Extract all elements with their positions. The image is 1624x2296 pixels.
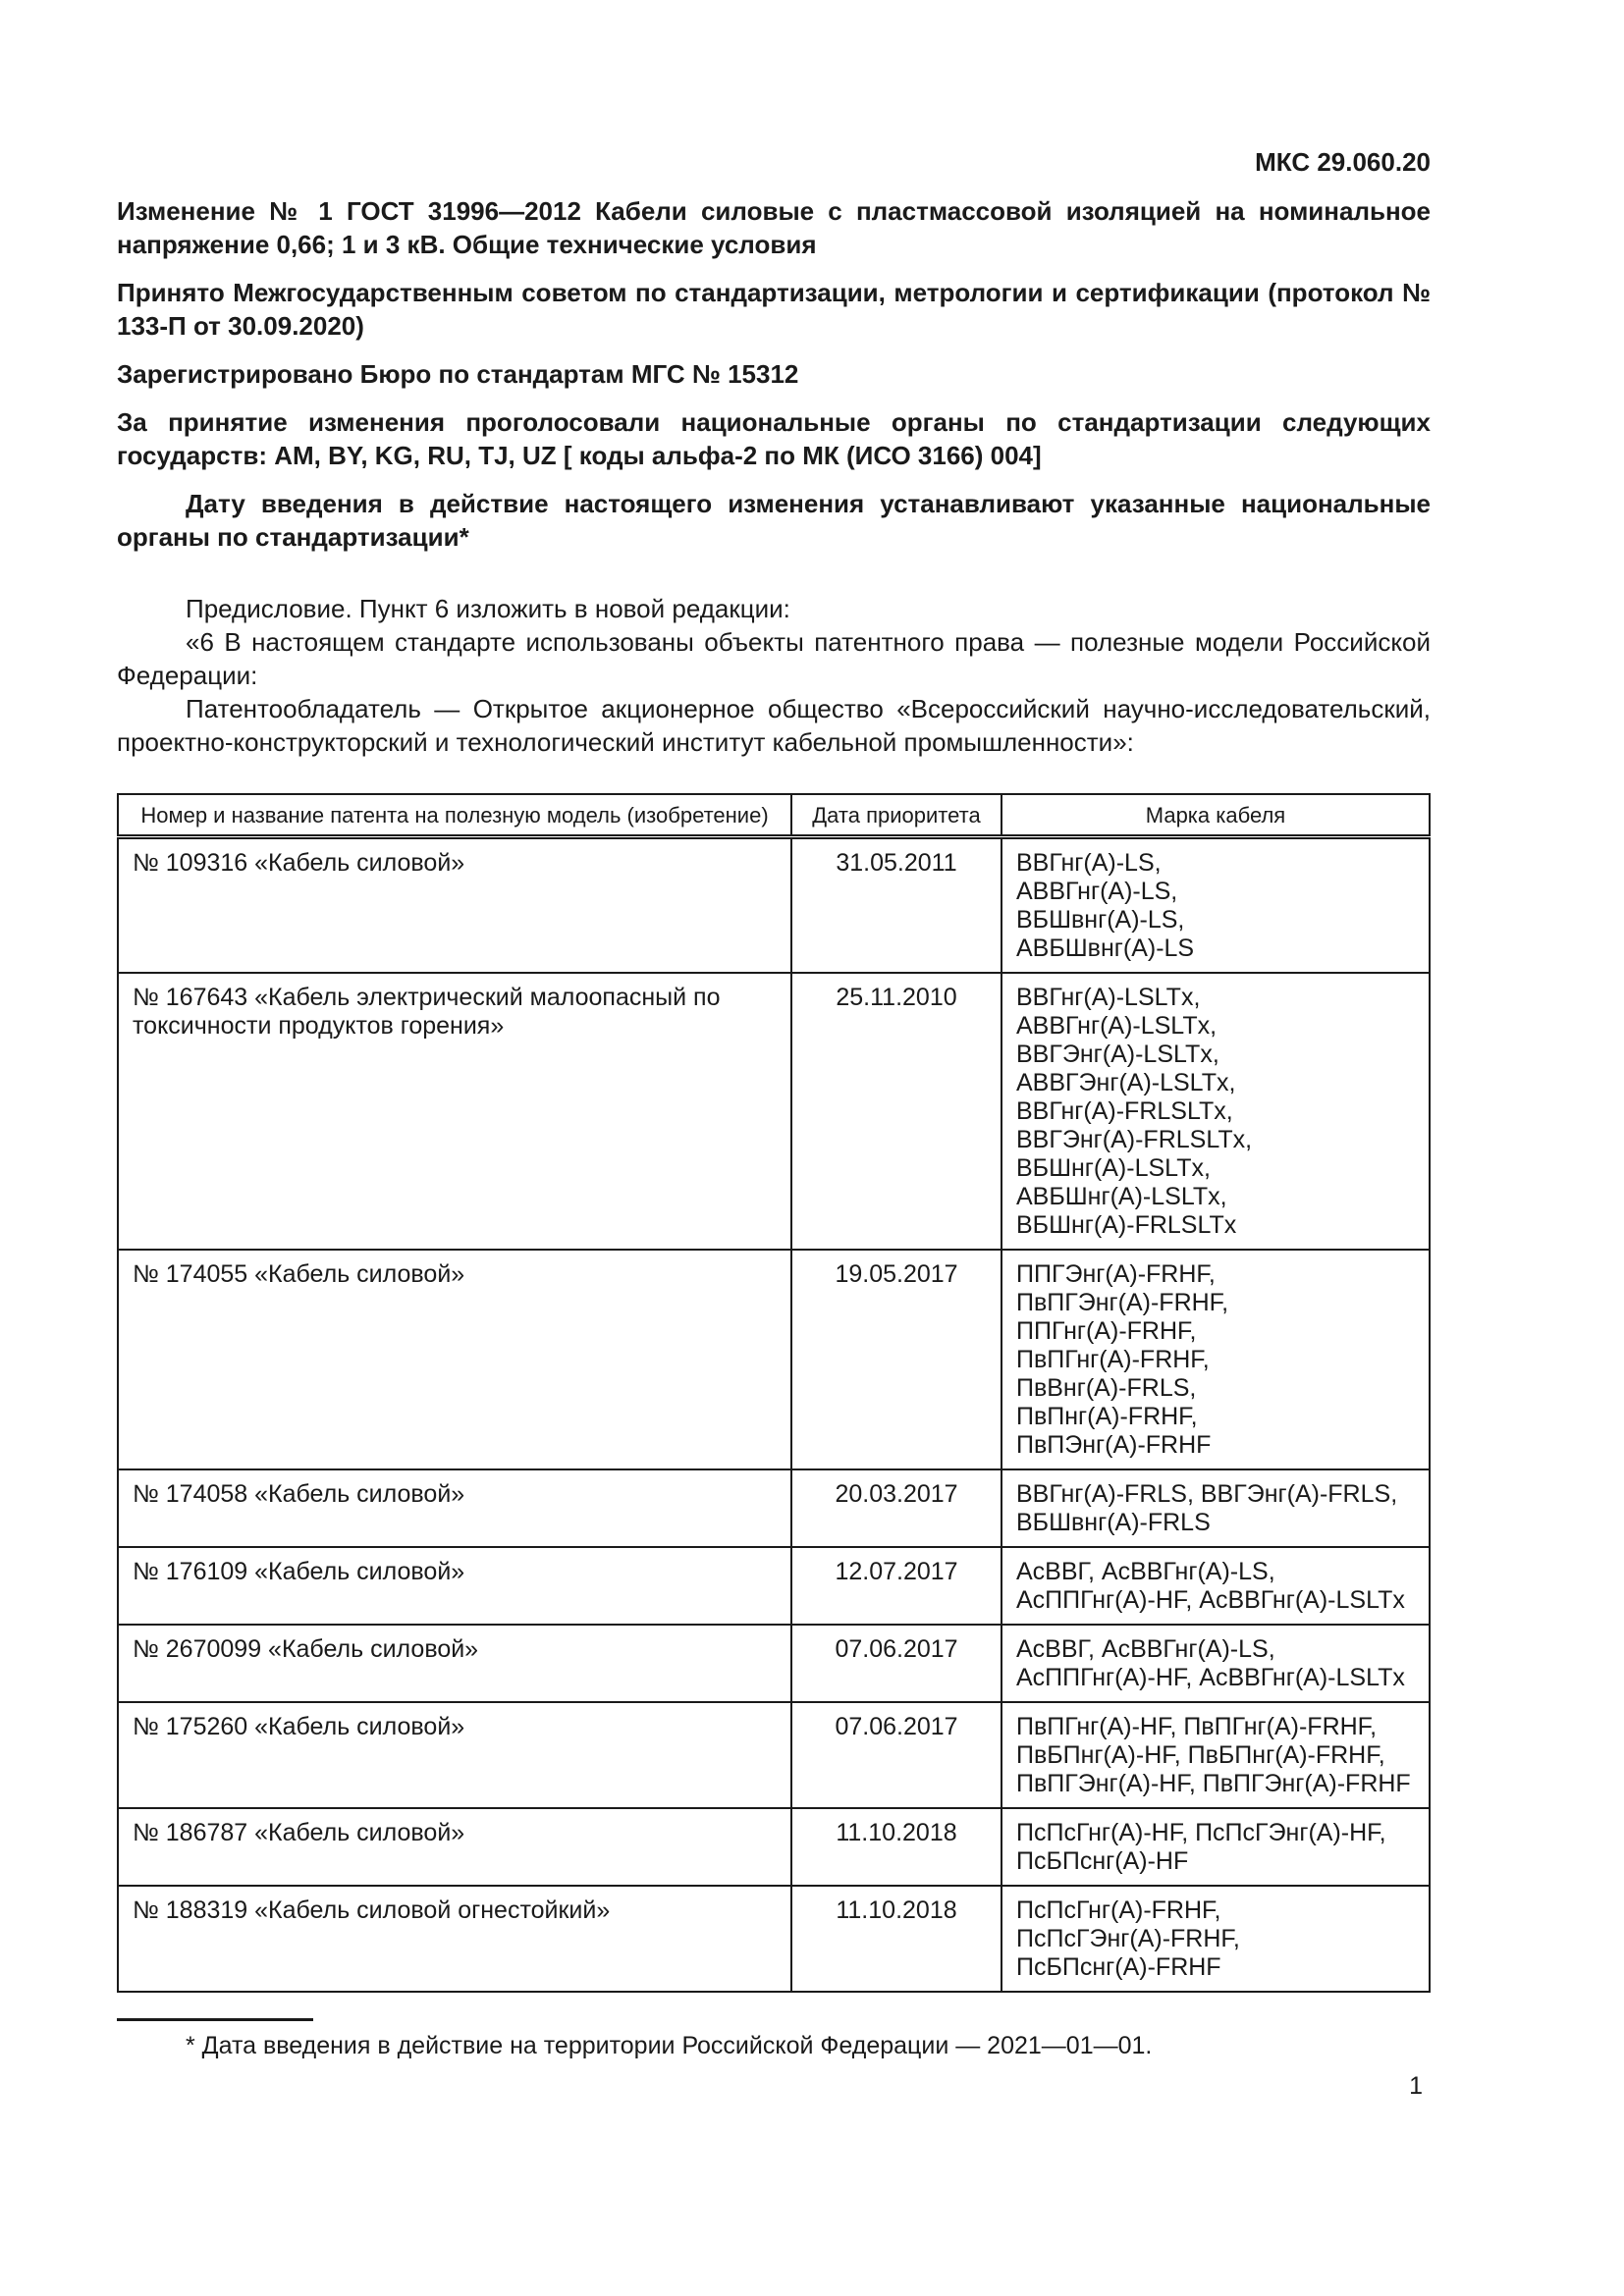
cable-mark-cell	[1001, 1702, 1430, 1808]
priority-date-cell: 07.06.2017	[791, 1702, 1001, 1808]
patent-holder-paragraph: Патентообладатель — Открытое акционерное общество «Всероссийский научно-исследовательский, проектно-конструкторский и технологический институт кабельной промышленности»:	[117, 694, 1431, 757]
cable-mark: АсВВГ, АсВВГнг(A)-LS,	[1016, 1635, 1275, 1663]
cable-mark-cell	[1001, 837, 1430, 974]
cable-mark: ВБШнг(A)-LSLTx,	[1016, 1154, 1211, 1182]
cable-mark: ПсПсГнг(A)-HF, ПсПсГЭнг(A)-HF,	[1016, 1819, 1386, 1846]
table-header-row	[118, 794, 1430, 837]
priority-date-cell: 07.06.2017	[791, 1625, 1001, 1702]
cable-mark: ВБШнг(A)-FRLSLTx	[1016, 1211, 1237, 1239]
priority-date-cell: 11.10.2018	[791, 1886, 1001, 1992]
cable-mark: АВБШвнг(A)-LS	[1016, 934, 1195, 962]
cable-mark-cell	[1001, 1469, 1430, 1547]
patent-cell: № 176109 «Кабель силовой»	[118, 1547, 791, 1625]
cable-mark: ВВГнг(A)-LSLTx,	[1016, 984, 1201, 1011]
header-cable-mark: Марка кабеля	[1001, 794, 1430, 837]
preface-paragraph: Предисловие. Пункт 6 изложить в новой редакции:	[186, 594, 790, 623]
cable-mark: ПвБПнг(A)-HF, ПвБПнг(A)-FRHF,	[1016, 1741, 1385, 1769]
patent-cell: № 175260 «Кабель силовой»	[118, 1702, 791, 1808]
cable-mark-cell	[1001, 1625, 1430, 1702]
patent-cell: № 2670099 «Кабель силовой»	[118, 1625, 791, 1702]
cable-mark-cell	[1001, 1808, 1430, 1886]
cable-mark: ВВГнг(A)-FRLSLTx,	[1016, 1097, 1233, 1125]
cable-mark: ВВГнг(A)-FRLS, ВВГЭнг(A)-FRLS,	[1016, 1480, 1398, 1508]
cable-mark: ПвПЭнг(A)-FRHF	[1016, 1431, 1212, 1459]
cable-mark: ВВГнг(A)-LS,	[1016, 849, 1162, 877]
cable-mark: АсВВГ, АсВВГнг(A)-LS,	[1016, 1558, 1275, 1585]
patent-cell: № 174058 «Кабель силовой»	[118, 1469, 791, 1547]
cable-mark: ПсПсГЭнг(A)-FRHF,	[1016, 1925, 1240, 1952]
cable-mark: ПсБПснг(A)-HF	[1016, 1847, 1189, 1875]
cable-mark: ВВГЭнг(A)-FRLSLTx,	[1016, 1126, 1253, 1153]
table-row	[118, 1547, 1430, 1625]
cable-mark: ППГЭнг(A)-FRHF,	[1016, 1260, 1216, 1288]
table-row	[118, 1469, 1430, 1547]
patent-cell: № 167643 «Кабель электрический малоопасный по токсичности продуктов горения»	[118, 973, 791, 1250]
cable-mark-cell	[1001, 1250, 1430, 1469]
table-row	[118, 1886, 1430, 1992]
cable-mark: ППГнг(A)-FRHF,	[1016, 1317, 1197, 1345]
patent-objects-paragraph: «6 В настоящем стандарте использованы объекты патентного права — полезные модели Российской Федерации:	[117, 627, 1431, 690]
cable-mark: АВБШнг(A)-LSLTx,	[1016, 1183, 1227, 1210]
table-row	[118, 1250, 1430, 1469]
page-number: 1	[1409, 2072, 1423, 2100]
cable-mark: ВБШвнг(A)-FRLS	[1016, 1509, 1211, 1536]
cable-mark: АсППГнг(A)-HF, АсВВГнг(A)-LSLTx	[1016, 1664, 1405, 1691]
table-row	[118, 837, 1430, 974]
cable-mark: ПсПсГнг(A)-FRHF,	[1016, 1896, 1221, 1924]
footnote: * Дата введения в действие на территории Российской Федерации — 2021—01—01.	[186, 2032, 1153, 2059]
cable-mark: ПсБПснг(A)-FRHF	[1016, 1953, 1221, 1981]
header-priority-date: Дата приоритета	[791, 794, 1001, 837]
priority-date-cell: 20.03.2017	[791, 1469, 1001, 1547]
cable-mark-cell	[1001, 973, 1430, 1250]
cable-mark: ПвПнг(A)-FRHF,	[1016, 1403, 1198, 1430]
patent-cell: № 186787 «Кабель силовой»	[118, 1808, 791, 1886]
table-row	[118, 1808, 1430, 1886]
cable-mark-cell	[1001, 1886, 1430, 1992]
table-row	[118, 973, 1430, 1250]
patent-cell: № 174055 «Кабель силовой»	[118, 1250, 791, 1469]
cable-mark: ПвВнг(A)-FRLS,	[1016, 1374, 1197, 1402]
priority-date-cell: 11.10.2018	[791, 1808, 1001, 1886]
footnote-separator	[117, 2018, 313, 2021]
adopted-statement: Принято Межгосударственным советом по стандартизации, метрологии и сертификации (протокол № 133-П от 30.09.2020)	[117, 278, 1431, 341]
priority-date-cell: 31.05.2011	[791, 837, 1001, 974]
registration-statement: Зарегистрировано Бюро по стандартам МГС № 15312	[117, 359, 799, 389]
table-row	[118, 1702, 1430, 1808]
cable-mark-cell	[1001, 1547, 1430, 1625]
effective-date-statement: Дату введения в действие настоящего изменения устанавливают указанные национальные органы по стандартизации*	[117, 489, 1431, 552]
table-body	[118, 837, 1430, 1993]
cable-mark: ПвПГЭнг(A)-HF, ПвПГЭнг(A)-FRHF	[1016, 1770, 1411, 1797]
cable-mark: АсППГнг(A)-HF, АсВВГнг(A)-LSLTx	[1016, 1586, 1405, 1614]
mks-code: МКС 29.060.20	[1255, 147, 1431, 177]
priority-date-cell: 25.11.2010	[791, 973, 1001, 1250]
cable-mark: ПвПГнг(A)-FRHF,	[1016, 1346, 1210, 1373]
patents-table	[117, 793, 1431, 1993]
voting-statement: За принятие изменения проголосовали национальные органы по стандартизации следующих государств: AM, BY, KG, RU, TJ, UZ [ коды альфа-2 по МК (ИСО 3166) 004]	[117, 407, 1431, 470]
cable-mark: ВВГЭнг(A)-LSLTx,	[1016, 1041, 1219, 1068]
cable-mark: АВВГнг(A)-LSLTx,	[1016, 1012, 1218, 1040]
header-patent: Номер и название патента на полезную модель (изобретение)	[118, 794, 791, 837]
cable-mark: ПвПГЭнг(A)-FRHF,	[1016, 1289, 1229, 1316]
priority-date-cell: 19.05.2017	[791, 1250, 1001, 1469]
amendment-title: Изменение № 1 ГОСТ 31996—2012 Кабели силовые с пластмассовой изоляцией на номинальное напряжение 0,66; 1 и 3 кВ. Общие технические условия	[117, 196, 1431, 259]
patent-cell: № 109316 «Кабель силовой»	[118, 837, 791, 974]
patent-cell: № 188319 «Кабель силовой огнестойкий»	[118, 1886, 791, 1992]
cable-mark: АВВГнг(A)-LS,	[1016, 878, 1178, 905]
cable-mark: ВБШвнг(A)-LS,	[1016, 906, 1185, 934]
priority-date-cell: 12.07.2017	[791, 1547, 1001, 1625]
cable-mark: АВВГЭнг(A)-LSLTx,	[1016, 1069, 1236, 1096]
table-row	[118, 1625, 1430, 1702]
cable-mark: ПвПГнг(A)-HF, ПвПГнг(A)-FRHF,	[1016, 1713, 1378, 1740]
